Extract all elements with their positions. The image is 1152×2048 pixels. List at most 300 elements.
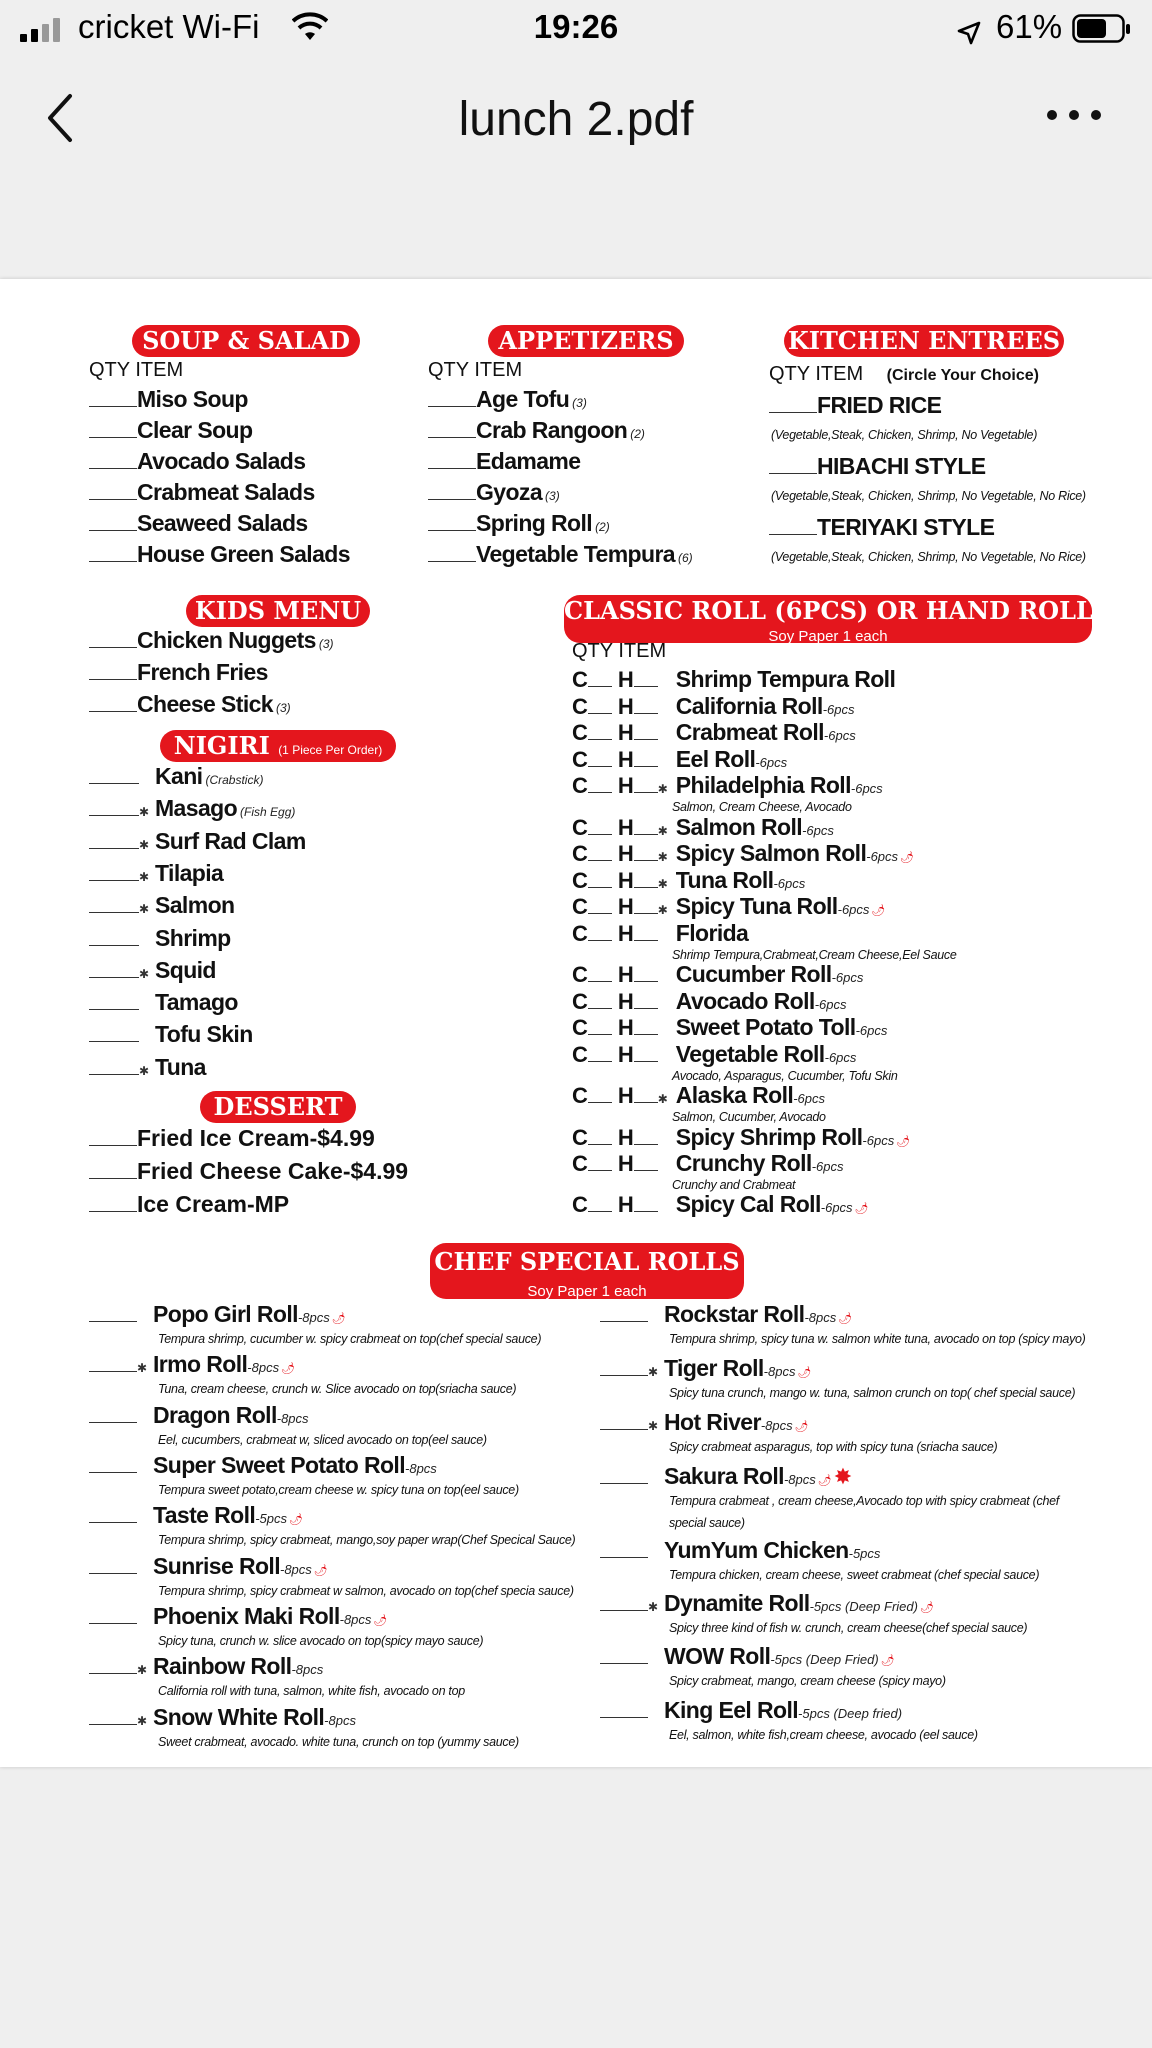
more-options-icon[interactable] bbox=[1046, 108, 1102, 122]
item-pieces: -5pcs bbox=[255, 1511, 288, 1526]
qty-blank[interactable] bbox=[600, 1659, 648, 1664]
menu-row bbox=[89, 1402, 309, 1429]
item-name: Shrimp bbox=[155, 924, 231, 951]
qty-blank[interactable] bbox=[428, 495, 476, 500]
item-description: California roll with tuna, salmon, white fish, avocado on top bbox=[158, 1684, 465, 1698]
qty-blank[interactable] bbox=[634, 1030, 658, 1035]
qty-blank[interactable] bbox=[588, 709, 612, 714]
menu-row bbox=[89, 1021, 253, 1048]
raw-fish-icon: ✱ bbox=[139, 902, 150, 917]
item-pieces: -5pcs bbox=[848, 1546, 881, 1561]
item-name: Phoenix Maki Roll bbox=[153, 1603, 340, 1629]
menu-row bbox=[89, 1191, 289, 1218]
qty-blank[interactable] bbox=[89, 876, 139, 881]
qty-blank[interactable] bbox=[89, 557, 137, 562]
menu-row bbox=[89, 510, 308, 537]
item-name: Irmo Roll bbox=[153, 1351, 248, 1377]
qty-item-header: QTY ITEM bbox=[89, 359, 184, 381]
item-name: Tuna Roll bbox=[675, 867, 774, 893]
item-name: Hot River bbox=[664, 1409, 761, 1435]
raw-fish-icon: ✱ bbox=[139, 805, 150, 820]
menu-row bbox=[572, 988, 847, 1015]
menu-row bbox=[572, 1191, 869, 1218]
raw-marker-slot bbox=[658, 780, 676, 798]
item-pieces: -8pcs bbox=[280, 1562, 312, 1577]
item-name: Cucumber Roll bbox=[675, 961, 832, 987]
raw-fish-icon: ✱ bbox=[139, 966, 150, 981]
qty-blank[interactable] bbox=[89, 495, 137, 500]
menu-row bbox=[572, 1124, 910, 1151]
qty-blank[interactable] bbox=[89, 1720, 137, 1725]
qty-blank[interactable] bbox=[634, 1207, 658, 1212]
chili-pepper-icon: 🌶 bbox=[281, 1363, 296, 1375]
item-note: (Crabstick) bbox=[205, 773, 264, 787]
item-name: House Green Salads bbox=[137, 541, 350, 567]
menu-row bbox=[89, 1653, 323, 1680]
raw-marker-slot bbox=[139, 900, 155, 918]
qty-blank[interactable] bbox=[588, 1140, 612, 1145]
c-roll-option[interactable]: C bbox=[572, 667, 588, 692]
menu-row bbox=[428, 448, 580, 475]
item-pieces: -6pcs bbox=[822, 702, 855, 717]
raw-marker-slot bbox=[139, 965, 155, 983]
section-title: CHEF SPECIAL ROLLS bbox=[434, 1247, 740, 1276]
h-roll-option[interactable]: H bbox=[617, 962, 634, 987]
item-name: Tiger Roll bbox=[664, 1355, 764, 1381]
h-roll-option[interactable]: H bbox=[617, 815, 634, 840]
raw-marker-slot bbox=[658, 1090, 676, 1108]
menu-row bbox=[89, 1125, 375, 1152]
c-roll-option[interactable]: C bbox=[572, 720, 588, 745]
raw-fish-icon: ✱ bbox=[657, 782, 668, 796]
qty-blank[interactable] bbox=[89, 1569, 137, 1574]
item-name: Squid bbox=[155, 956, 216, 983]
qty-blank[interactable] bbox=[588, 682, 612, 687]
item-pieces: -8pcs bbox=[804, 1310, 837, 1325]
location-arrow-icon bbox=[956, 16, 982, 54]
h-roll-option[interactable]: H bbox=[617, 868, 634, 893]
qty-blank[interactable] bbox=[89, 464, 137, 469]
qty-blank[interactable] bbox=[89, 779, 139, 784]
qty-blank[interactable] bbox=[89, 1669, 137, 1674]
menu-row bbox=[600, 1301, 852, 1328]
h-roll-option[interactable]: H bbox=[617, 773, 634, 798]
qty-blank[interactable] bbox=[588, 1166, 612, 1171]
item-name: Avocado Roll bbox=[675, 988, 815, 1014]
item-name: California Roll bbox=[675, 693, 823, 719]
status-bar bbox=[0, 0, 1152, 58]
c-roll-option[interactable]: C bbox=[572, 962, 588, 987]
h-roll-option[interactable]: H bbox=[617, 841, 634, 866]
section-title: APPETIZERS bbox=[498, 326, 674, 355]
menu-row bbox=[572, 693, 854, 720]
item-description: special sauce) bbox=[669, 1516, 745, 1530]
item-name: Sunrise Roll bbox=[153, 1553, 280, 1579]
raw-fish-icon: ✱ bbox=[648, 1600, 659, 1614]
item-name: Masago bbox=[155, 795, 238, 822]
item-note: (Fish Egg) bbox=[240, 805, 296, 820]
menu-row bbox=[89, 1301, 346, 1328]
h-roll-option[interactable]: H bbox=[617, 694, 634, 719]
qty-blank[interactable] bbox=[588, 856, 612, 861]
item-pieces: -8pcs bbox=[276, 1411, 309, 1426]
item-name: Crabmeat Salads bbox=[137, 479, 315, 505]
section-banner-appetizers bbox=[488, 325, 684, 357]
item-name: Crabmeat Roll bbox=[675, 719, 824, 745]
item-name: Cheese Stick bbox=[137, 691, 273, 717]
item-pieces: -5pcs (Deep Fried) bbox=[809, 1599, 918, 1614]
qty-blank[interactable] bbox=[634, 909, 658, 914]
qty-blank[interactable] bbox=[588, 1207, 612, 1212]
qty-blank[interactable] bbox=[600, 1425, 648, 1430]
qty-blank[interactable] bbox=[634, 856, 658, 861]
qty-blank[interactable] bbox=[428, 464, 476, 469]
chili-pepper-icon: 🌶 bbox=[331, 1313, 346, 1325]
c-roll-option[interactable]: C bbox=[572, 773, 588, 798]
qty-blank[interactable] bbox=[634, 883, 658, 888]
menu-row bbox=[428, 541, 693, 568]
menu-row bbox=[89, 1704, 356, 1731]
item-name: Rockstar Roll bbox=[664, 1301, 805, 1327]
c-roll-option[interactable]: C bbox=[572, 1125, 588, 1150]
item-name: Clear Soup bbox=[137, 417, 253, 443]
item-description: Tuna, cream cheese, crunch w. Slice avocado on top(sriacha sauce) bbox=[158, 1382, 517, 1396]
menu-row bbox=[89, 763, 263, 790]
qty-blank[interactable] bbox=[89, 1037, 139, 1042]
item-pieces: -6pcs bbox=[820, 1200, 853, 1215]
menu-row bbox=[769, 453, 986, 480]
chili-pepper-icon: 🌶 bbox=[838, 1313, 853, 1325]
h-roll-option[interactable]: H bbox=[617, 1151, 634, 1176]
item-description: Tempura shrimp, spicy tuna w. salmon white tuna, avocado on top (spicy mayo) bbox=[669, 1332, 1086, 1346]
item-name: WOW Roll bbox=[664, 1643, 771, 1669]
qty-blank[interactable] bbox=[634, 735, 658, 740]
c-roll-option[interactable]: C bbox=[572, 1151, 588, 1176]
section-subtitle: Soy Paper 1 each bbox=[527, 1283, 647, 1300]
menu-row bbox=[89, 892, 234, 919]
item-name: Spicy Salmon Roll bbox=[675, 840, 867, 866]
h-roll-option[interactable]: H bbox=[617, 1083, 634, 1108]
item-name: Tilapia bbox=[155, 859, 224, 886]
item-quantity: (2) bbox=[630, 427, 645, 441]
battery-icon bbox=[1072, 14, 1130, 42]
menu-row bbox=[89, 1351, 295, 1378]
carrier-name: cricket Wi-Fi bbox=[78, 8, 260, 45]
menu-row bbox=[572, 867, 805, 894]
item-name: Salmon Roll bbox=[675, 814, 803, 840]
raw-fish-icon: ✱ bbox=[657, 903, 668, 917]
qty-blank[interactable] bbox=[428, 526, 476, 531]
menu-row bbox=[600, 1590, 934, 1617]
menu-row bbox=[89, 541, 350, 568]
menu-row bbox=[428, 417, 645, 444]
item-name: Shrimp Tempura Roll bbox=[675, 666, 896, 692]
qty-blank[interactable] bbox=[588, 735, 612, 740]
h-roll-option[interactable]: H bbox=[617, 1125, 634, 1150]
raw-marker-slot bbox=[139, 803, 155, 821]
qty-item-header: QTY ITEM bbox=[572, 640, 667, 662]
qty-blank[interactable] bbox=[89, 1174, 137, 1179]
qty-blank[interactable] bbox=[600, 1317, 648, 1322]
chili-pepper-icon: 🌶 bbox=[289, 1514, 303, 1526]
c-roll-option[interactable]: C bbox=[572, 1083, 588, 1108]
menu-row bbox=[428, 386, 587, 413]
raw-fish-icon: ✱ bbox=[648, 1419, 659, 1433]
item-name: Tamago bbox=[155, 989, 238, 1016]
item-pieces: -8pcs bbox=[763, 1364, 796, 1379]
section-banner-kitchen-entrees bbox=[784, 325, 1064, 357]
raw-marker-slot bbox=[648, 1417, 664, 1435]
item-description: Tempura crabmeat , cream cheese,Avocado top with spicy crabmeat (chef bbox=[669, 1494, 1059, 1508]
item-pieces: -8pcs bbox=[297, 1310, 330, 1325]
qty-blank[interactable] bbox=[89, 675, 137, 680]
item-name: Fried Ice Cream-$4.99 bbox=[137, 1125, 375, 1151]
qty-blank[interactable] bbox=[634, 762, 658, 767]
item-description: Eel, cucumbers, crabmeat w, sliced avocado on top(eel sauce) bbox=[158, 1433, 487, 1447]
item-name: Dynamite Roll bbox=[664, 1590, 810, 1616]
menu-row bbox=[572, 1014, 887, 1041]
c-roll-option[interactable]: C bbox=[572, 989, 588, 1014]
item-pieces: -6pcs bbox=[850, 781, 883, 796]
qty-blank[interactable] bbox=[634, 936, 658, 941]
c-roll-option[interactable]: C bbox=[572, 1192, 588, 1217]
qty-blank[interactable] bbox=[588, 1030, 612, 1035]
qty-blank[interactable] bbox=[89, 973, 139, 978]
raw-fish-icon: ✱ bbox=[137, 1714, 148, 1728]
raw-fish-icon: ✱ bbox=[137, 1361, 148, 1375]
menu-row bbox=[89, 1452, 437, 1479]
item-pieces: -6pcs bbox=[862, 1133, 895, 1148]
h-roll-option[interactable]: H bbox=[617, 1192, 634, 1217]
qty-blank[interactable] bbox=[600, 1553, 648, 1558]
c-roll-option[interactable]: C bbox=[572, 868, 588, 893]
qty-blank[interactable] bbox=[634, 977, 658, 982]
c-roll-option[interactable]: C bbox=[572, 1042, 588, 1067]
qty-blank[interactable] bbox=[634, 1140, 658, 1145]
hot-badge-icon: ✸ bbox=[833, 1464, 853, 1489]
qty-blank[interactable] bbox=[89, 1619, 137, 1624]
section-title: SOUP & SALAD bbox=[142, 326, 350, 355]
qty-blank[interactable] bbox=[600, 1713, 648, 1718]
qty-blank[interactable] bbox=[634, 1166, 658, 1171]
item-name: Eel Roll bbox=[675, 746, 756, 772]
menu-row bbox=[572, 893, 885, 920]
qty-blank[interactable] bbox=[89, 1367, 137, 1372]
h-roll-option[interactable]: H bbox=[617, 747, 634, 772]
raw-fish-icon: ✱ bbox=[139, 869, 150, 884]
item-quantity: (6) bbox=[678, 551, 693, 565]
item-pieces: -5pcs (Deep Fried) bbox=[770, 1652, 879, 1667]
qty-blank[interactable] bbox=[588, 830, 612, 835]
menu-row bbox=[89, 479, 315, 506]
qty-blank[interactable] bbox=[89, 1518, 137, 1523]
raw-marker-slot bbox=[139, 836, 155, 854]
qty-blank[interactable] bbox=[600, 1606, 648, 1611]
h-roll-option[interactable]: H bbox=[617, 1015, 634, 1040]
qty-blank[interactable] bbox=[89, 1070, 139, 1075]
menu-row bbox=[89, 860, 223, 887]
qty-blank[interactable] bbox=[428, 433, 476, 438]
item-description: Tempura shrimp, cucumber w. spicy crabmeat on top(chef special sauce) bbox=[158, 1332, 542, 1346]
qty-blank[interactable] bbox=[89, 1141, 137, 1146]
c-roll-option[interactable]: C bbox=[572, 694, 588, 719]
c-roll-option[interactable]: C bbox=[572, 921, 588, 946]
raw-marker-slot bbox=[648, 1598, 664, 1616]
item-name: Taste Roll bbox=[153, 1502, 256, 1528]
qty-blank[interactable] bbox=[588, 909, 612, 914]
item-pieces: -6pcs bbox=[802, 823, 834, 838]
menu-row bbox=[89, 828, 306, 855]
qty-blank[interactable] bbox=[428, 557, 476, 562]
qty-blank[interactable] bbox=[428, 402, 476, 407]
h-roll-option[interactable]: H bbox=[617, 894, 634, 919]
item-pieces: -8pcs bbox=[783, 1472, 816, 1487]
qty-blank[interactable] bbox=[588, 1098, 612, 1103]
item-name: Tofu Skin bbox=[155, 1021, 253, 1048]
qty-blank[interactable] bbox=[89, 1317, 137, 1322]
qty-blank[interactable] bbox=[89, 1005, 139, 1010]
qty-blank[interactable] bbox=[588, 977, 612, 982]
item-name: Edamame bbox=[476, 448, 581, 474]
qty-blank[interactable] bbox=[588, 788, 612, 793]
section-banner-chef-special bbox=[430, 1243, 744, 1299]
qty-blank[interactable] bbox=[588, 1004, 612, 1009]
qty-blank[interactable] bbox=[634, 682, 658, 687]
item-quantity: (3) bbox=[318, 637, 334, 651]
menu-row bbox=[572, 1150, 844, 1177]
menu-row bbox=[572, 746, 787, 773]
qty-blank[interactable] bbox=[89, 844, 139, 849]
qty-blank[interactable] bbox=[634, 788, 658, 793]
qty-blank[interactable] bbox=[89, 941, 139, 946]
qty-blank[interactable] bbox=[769, 530, 817, 535]
item-name: TERIYAKI STYLE bbox=[817, 514, 995, 540]
h-roll-option[interactable]: H bbox=[617, 667, 634, 692]
item-description: Sweet crabmeat, avocado. white tuna, crunch on top (yummy sauce) bbox=[158, 1735, 519, 1749]
item-name: Alaska Roll bbox=[675, 1082, 794, 1108]
qty-blank[interactable] bbox=[89, 402, 137, 407]
section-note: (1 Piece Per Order) bbox=[278, 743, 383, 757]
h-roll-option[interactable]: H bbox=[617, 921, 634, 946]
item-description: Tempura shrimp, spicy crabmeat, mango,soy paper wrap(Chef Specical Sauce) bbox=[158, 1533, 576, 1547]
qty-item-header: QTY ITEM (Circle Your Choice) bbox=[769, 363, 1039, 385]
qty-blank[interactable] bbox=[634, 1057, 658, 1062]
h-roll-option[interactable]: H bbox=[617, 1042, 634, 1067]
item-pieces: -8pcs bbox=[291, 1662, 324, 1677]
h-roll-option[interactable]: H bbox=[617, 989, 634, 1014]
raw-fish-icon: ✱ bbox=[137, 1663, 148, 1677]
qty-blank[interactable] bbox=[634, 830, 658, 835]
item-pieces: -6pcs bbox=[814, 997, 847, 1012]
qty-blank[interactable] bbox=[769, 469, 817, 474]
chili-pepper-icon: 🌶 bbox=[871, 905, 886, 917]
qty-blank[interactable] bbox=[588, 936, 612, 941]
qty-blank[interactable] bbox=[588, 762, 612, 767]
qty-blank[interactable] bbox=[769, 408, 817, 413]
menu-row bbox=[89, 989, 238, 1016]
pdf-page[interactable] bbox=[0, 279, 1152, 1767]
item-name: Miso Soup bbox=[137, 386, 248, 412]
item-name: King Eel Roll bbox=[664, 1697, 799, 1723]
raw-fish-icon: ✱ bbox=[139, 837, 150, 852]
item-name: Rainbow Roll bbox=[153, 1653, 292, 1679]
raw-fish-icon: ✱ bbox=[139, 1063, 150, 1078]
raw-marker-slot bbox=[137, 1712, 153, 1730]
qty-blank[interactable] bbox=[89, 1207, 137, 1212]
qty-blank[interactable] bbox=[89, 908, 139, 913]
item-pieces: -6pcs bbox=[831, 970, 864, 985]
item-name: Tuna bbox=[155, 1053, 206, 1080]
document-title: lunch 2.pdf bbox=[458, 93, 694, 146]
item-name: Salmon bbox=[155, 892, 235, 919]
menu-row bbox=[600, 1643, 895, 1670]
menu-row bbox=[89, 795, 295, 822]
section-title: NIGIRI bbox=[173, 731, 270, 760]
qty-blank[interactable] bbox=[89, 1468, 137, 1473]
raw-fish-icon: ✱ bbox=[657, 824, 668, 838]
item-description: Spicy tuna, crunch w. slice avocado on top(spicy mayo sauce) bbox=[158, 1634, 484, 1648]
item-name: Spicy Shrimp Roll bbox=[675, 1124, 863, 1150]
menu-row bbox=[572, 920, 748, 947]
item-pieces: -8pcs bbox=[405, 1461, 437, 1476]
raw-marker-slot bbox=[658, 901, 676, 919]
menu-row bbox=[572, 772, 883, 799]
qty-blank[interactable] bbox=[634, 709, 658, 714]
qty-blank[interactable] bbox=[634, 1004, 658, 1009]
raw-fish-icon: ✱ bbox=[648, 1365, 659, 1379]
item-name: Super Sweet Potato Roll bbox=[153, 1452, 406, 1478]
qty-blank[interactable] bbox=[89, 811, 139, 816]
qty-blank[interactable] bbox=[89, 707, 137, 712]
menu-row bbox=[572, 666, 895, 693]
qty-blank[interactable] bbox=[89, 643, 137, 648]
item-description: Salmon, Cream Cheese, Avocado bbox=[672, 800, 852, 814]
qty-blank[interactable] bbox=[89, 1418, 137, 1423]
item-name: Seaweed Salads bbox=[137, 510, 308, 536]
item-pieces: -6pcs bbox=[793, 1091, 825, 1106]
qty-blank[interactable] bbox=[89, 526, 137, 531]
item-pieces: -6pcs bbox=[824, 1050, 857, 1065]
c-roll-option[interactable]: C bbox=[572, 1015, 588, 1040]
item-pieces: -6pcs bbox=[837, 902, 870, 917]
qty-blank[interactable] bbox=[600, 1371, 648, 1376]
item-name: Age Tofu bbox=[476, 386, 570, 412]
c-roll-option[interactable]: C bbox=[572, 894, 588, 919]
item-name: YumYum Chicken bbox=[664, 1537, 849, 1563]
menu-row bbox=[89, 1553, 328, 1580]
chili-pepper-icon: 🌶 bbox=[919, 1602, 934, 1614]
item-pieces: -8pcs bbox=[339, 1612, 372, 1627]
item-description: Crunchy and Crabmeat bbox=[672, 1178, 796, 1192]
c-roll-option[interactable]: C bbox=[572, 815, 588, 840]
c-roll-option[interactable]: C bbox=[572, 747, 588, 772]
h-roll-option[interactable]: H bbox=[617, 720, 634, 745]
qty-blank[interactable] bbox=[634, 1098, 658, 1103]
c-roll-option[interactable]: C bbox=[572, 841, 588, 866]
item-description: (Vegetable,Steak, Chicken, Shrimp, No Vegetable) bbox=[771, 428, 1038, 442]
item-name: Sweet Potato Toll bbox=[675, 1014, 856, 1040]
qty-blank[interactable] bbox=[600, 1479, 648, 1484]
qty-blank[interactable] bbox=[89, 433, 137, 438]
qty-blank[interactable] bbox=[588, 1057, 612, 1062]
menu-row bbox=[600, 1355, 811, 1382]
raw-fish-icon: ✱ bbox=[657, 850, 668, 864]
item-name: Gyoza bbox=[476, 479, 543, 505]
item-name: Fried Cheese Cake-$4.99 bbox=[137, 1158, 409, 1184]
battery-percent: 61% bbox=[996, 8, 1063, 45]
item-pieces: -6pcs bbox=[811, 1159, 844, 1174]
qty-blank[interactable] bbox=[588, 883, 612, 888]
